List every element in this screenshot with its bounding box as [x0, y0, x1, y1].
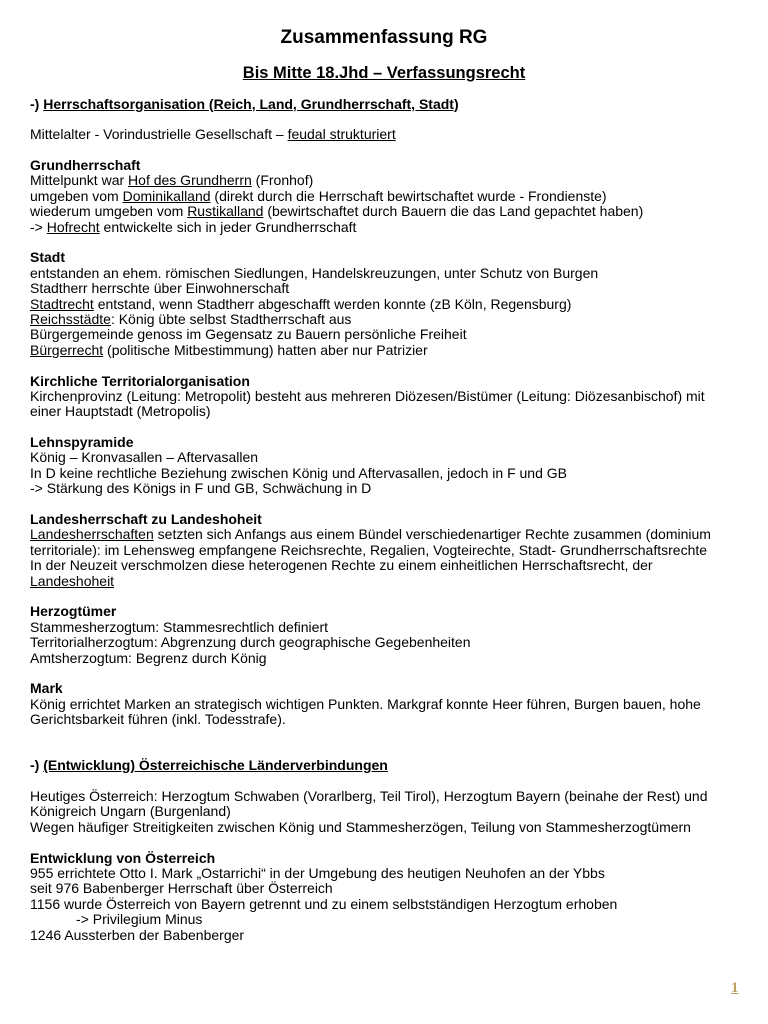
text-line: einer Hauptstadt (Metropolis)	[30, 403, 211, 420]
part2-heading	[30, 758, 760, 773]
underlined-term: Reichsstädte	[30, 310, 111, 327]
part-marker: -)	[30, 95, 40, 112]
text-segment: umgeben vom	[30, 187, 123, 204]
text-line: König errichtet Marken an strategisch wichtigen Punkten. Markgraf konnte Heer führen, Burgen bauen, hohe	[30, 695, 701, 712]
text-segment: Mittelpunkt war	[30, 172, 129, 189]
text-line: Gerichtsbarkeit führen (inkl. Todesstrafe).	[30, 711, 286, 728]
text-line	[30, 204, 760, 219]
section-herzogtuemer	[30, 604, 760, 666]
text-line: Königreich Ungarn (Burgenland)	[30, 803, 231, 820]
text-segment: ->	[30, 218, 47, 235]
part-marker: -)	[30, 757, 40, 774]
part1-heading-text: Herrschaftsorganisation (Reich, Land, Grundherrschaft, Stadt)	[43, 95, 459, 112]
section-heading: Entwicklung von Österreich	[30, 849, 216, 866]
text-line: Bürgergemeinde genoss im Gegensatz zu Bauern persönliche Freiheit	[30, 326, 467, 343]
text-line	[30, 312, 760, 327]
section-mark	[30, 681, 760, 727]
underlined-term: Rustikalland	[187, 203, 264, 220]
section-heading: Kirchliche Territorialorganisation	[30, 372, 250, 389]
text-line	[30, 527, 760, 542]
text-line: In der Neuzeit verschmolzen diese heterogenen Rechte zu einem einheitlichen Herrschaftsrecht, der	[30, 557, 653, 574]
section-landesherrschaft	[30, 512, 760, 589]
text-line: entstanden an ehem. römischen Siedlungen, Handelskreuzungen, unter Schutz von Burgen	[30, 264, 599, 281]
text-segment: (politische Mitbestimmung) hatten aber nur Patrizier	[103, 341, 428, 358]
document-subtitle: Bis Mitte 18.Jhd – Verfassungsrecht	[242, 64, 526, 82]
text-line: 1156 wurde Österreich von Bayern getrennt und zu einem selbstständigen Herzogtum erhoben	[30, 895, 618, 912]
text-line: Amtsherzogtum: Begrenz durch König	[30, 649, 267, 666]
document-title: Zusammenfassung RG	[280, 27, 488, 48]
underlined-term: Landesherrschaften	[30, 526, 154, 543]
page-number: 1	[731, 980, 739, 996]
underlined-term: Bürgerrecht	[30, 341, 104, 358]
text-segment: entwickelte sich in jeder Grundherrschaft	[99, 218, 357, 235]
text-line	[30, 173, 760, 188]
underlined-term: Dominikalland	[122, 187, 211, 204]
text-line: 1246 Aussterben der Babenberger	[30, 926, 245, 943]
text-line: territoriale): im Lehensweg empfangene Reichsrechte, Regalien, Vogteirechte, Stadt- Grundherrschaftsrechte	[30, 541, 708, 558]
text-line: Heutiges Österreich: Herzogtum Schwaben (Vorarlberg, Teil Tirol), Herzogtum Bayern (beinahe der Rest) und	[30, 788, 708, 805]
text-line: Kirchenprovinz (Leitung: Metropolit) besteht aus mehreren Diözesen/Bistümer (Leitung: Diözesanbischof) mit	[30, 387, 705, 404]
section-grundherrschaft	[30, 158, 760, 235]
text-line: Territorialherzogtum: Abgrenzung durch geographische Gegebenheiten	[30, 634, 471, 651]
text-segment: : König übte selbst Stadtherrschaft aus	[110, 310, 352, 327]
section-heading: Mark	[30, 680, 63, 697]
text-line: seit 976 Babenberger Herrschaft über Österreich	[30, 880, 333, 897]
text-line: -> Privilegium Minus	[76, 911, 203, 928]
text-line: 955 errichtete Otto I. Mark „Ostarrichi“ in der Umgebung des heutigen Neuhofen an der Ybbs	[30, 865, 605, 882]
text-line	[30, 343, 760, 358]
text-segment: (direkt durch die Herrschaft bewirtschaftet wurde - Frondienste)	[210, 187, 607, 204]
text-line	[30, 574, 760, 589]
underlined-term: Hofrecht	[46, 218, 100, 235]
text-segment: Mittelalter - Vorindustrielle Gesellschaft –	[30, 126, 288, 143]
document-body	[30, 97, 760, 944]
part1-intro	[30, 127, 760, 142]
underlined-term: Stadtrecht	[30, 295, 94, 312]
section-heading: Grundherrschaft	[30, 157, 141, 174]
section-entwicklung	[30, 851, 760, 943]
section-stadt	[30, 250, 760, 358]
text-line	[30, 127, 760, 142]
text-segment: (Fronhof)	[251, 172, 314, 189]
text-line: In D keine rechtliche Beziehung zwischen König und Aftervasallen, jedoch in F und GB	[30, 464, 567, 481]
text-line: Stammesherzogtum: Stammesrechtlich definiert	[30, 618, 328, 635]
part2-intro	[30, 789, 760, 835]
text-segment: (bewirtschaftet durch Bauern die das Land gepachtet haben)	[263, 203, 644, 220]
section-lehnspyramide	[30, 435, 760, 497]
text-segment: wiederum umgeben vom	[30, 203, 188, 220]
section-kirche	[30, 374, 760, 420]
underlined-term: Hof des Grundherrn	[128, 172, 252, 189]
section-heading: Lehnspyramide	[30, 434, 134, 451]
part2-heading-text: (Entwicklung) Österreichische Länderverbindungen	[43, 757, 388, 774]
part2	[30, 758, 760, 773]
text-line: Stadtherr herrschte über Einwohnerschaft	[30, 280, 290, 297]
text-segment: setzten sich Anfangs aus einem Bündel verschiedenartiger Rechte zusammen (dominium	[153, 526, 711, 543]
text-line	[30, 189, 760, 204]
text-line	[30, 297, 760, 312]
subtitle-row	[0, 62, 768, 85]
text-line	[30, 220, 760, 235]
text-line: König – Kronvasallen – Aftervasallen	[30, 449, 259, 466]
underlined-term: Landeshoheit	[30, 572, 115, 589]
underlined-term: feudal strukturiert	[287, 126, 396, 143]
section-heading: Herzogtümer	[30, 603, 117, 620]
text-line: Wegen häufiger Streitigkeiten zwischen König und Stammesherzögen, Teilung von Stammesherzogtümern	[30, 818, 691, 835]
section-heading: Stadt	[30, 249, 65, 266]
part1-heading	[30, 97, 760, 112]
text-segment: entstand, wenn Stadtherr abgeschafft werden konnte (zB Köln, Regensburg)	[93, 295, 572, 312]
text-line: -> Stärkung des Königs in F und GB, Schwächung in D	[30, 480, 372, 497]
section-heading: Landesherrschaft zu Landeshoheit	[30, 511, 262, 528]
